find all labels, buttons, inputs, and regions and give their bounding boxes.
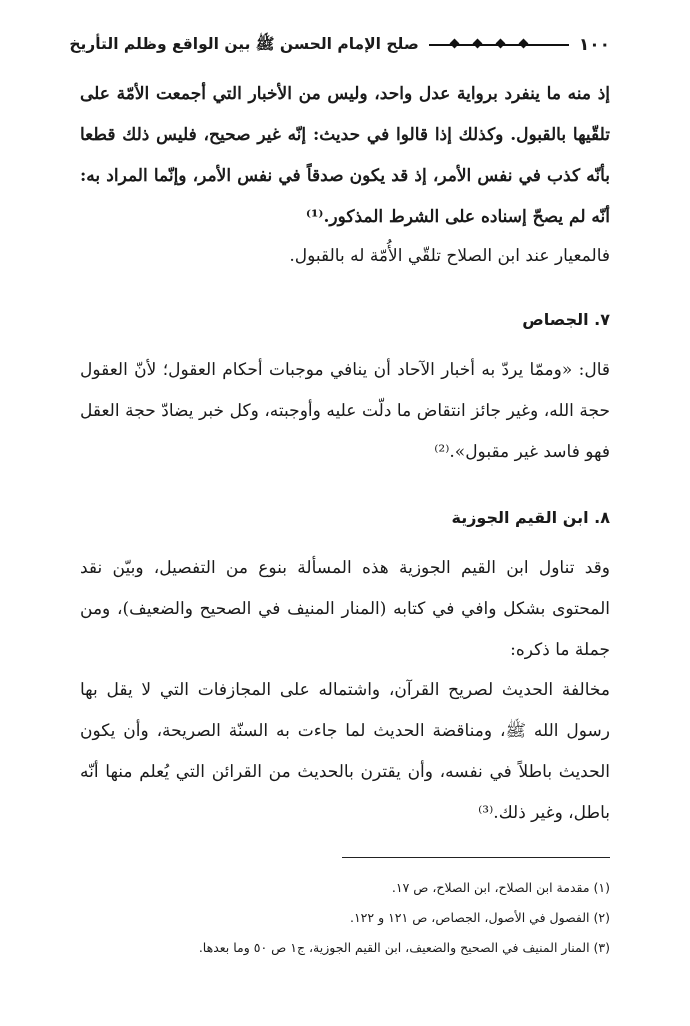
section-heading-7: ٧. الجصاص: [522, 310, 610, 329]
paragraph-conclusion: فالمعيار عند ابن الصلاح تلقّي الأُمّة له بالقبول.: [289, 246, 610, 266]
paragraph-jassas: قال: «وممّا يردّ به أخبار الآحاد أن ينافي موجبات أحكام العقول؛ لأنّ العقول حجة الله، وغير جائز انتقاض ما دلّت عليه وأوجبته، وكل خبر يضادّ حجة العقل فهو فاسد غير مقبول».⁽²⁾: [80, 360, 610, 462]
page-number: ١٠٠: [578, 35, 610, 55]
section-heading-8: ٨. ابن القيم الجوزية: [451, 508, 610, 527]
footnote-3: (٣) المنار المنيف في الصحيح والضعيف، ابن القيم الجوزية، ج١ ص ٥٠ وما بعدها.: [198, 940, 610, 955]
paragraph-ibn-qayyim: وقد تناول ابن القيم الجوزية هذه المسألة بنوع من التفصيل، وبيّن نقد المحتوى بشكل وافي في كتابه (المنار المنيف في الصحيح والضعيف)، ومن جملة ما ذكره:: [80, 558, 610, 660]
footnote-1: (١) مقدمة ابن الصلاح، ابن الصلاح، ص ١٧.: [391, 880, 610, 895]
ornament-diamond-icon: [449, 39, 459, 49]
paragraph-criteria: مخالفة الحديث لصريح القرآن، واشتماله على المجازفات التي لا يقل بها رسول الله ﷺ، ومناقضة الحديث لما جاءت به السنّة الصريحة، وأن يكون الحديث باطلاً في نفسه، وأن يقترن بالحديث من القرائن التي يُعلم منها أنّه باطل، وغير ذلك.⁽³⁾: [80, 680, 610, 823]
header-ornament-rule: [429, 38, 569, 52]
ornament-diamond-icon: [495, 39, 505, 49]
ornament-diamond-icon: [472, 39, 482, 49]
quoted-paragraph: إذ منه ما ينفرد برواية عدل واحد، وليس من الأخبار التي أجمعت الأمّة على تلقّيها بالقبول. وكذلك إذا قالوا في حديث: إنّه غير صحيح، فليس ذلك قطعا بأنّه كذب في نفس الأمر، إذ قد يكون صدقاً في نفس الأمر، وإنّما المراد به: أنّه لم يصحّ إسناده على الشرط المذكور.⁽¹⁾: [80, 84, 610, 227]
page-header: [68, 30, 610, 60]
ornament-diamond-icon: [518, 39, 528, 49]
footnote-2: (٢) الفصول في الأصول، الجصاص، ص ١٢١ و ١٢٢.: [349, 910, 610, 925]
footnote-divider: [342, 857, 610, 858]
running-title: صلح الإمام الحسن ﷺ بين الواقع وظلم التأريخ: [69, 34, 419, 53]
